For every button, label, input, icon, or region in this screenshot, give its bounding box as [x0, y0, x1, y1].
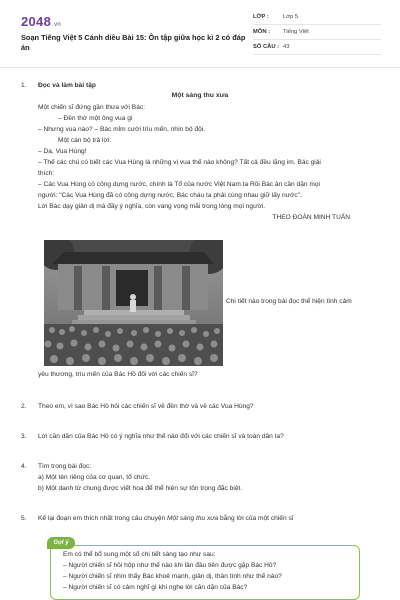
story-line: – Dạ, Vua Hùng!	[38, 148, 87, 155]
meta-key: LỚP :	[253, 14, 269, 20]
q4-part-a: a) Một tên riêng của cơ quan, tổ chức.	[38, 474, 151, 481]
q2-text: Theo em, vì sao Bác Hồ hỏi các chiến sĩ về đền thờ và về các Vua Hùng?	[38, 403, 254, 410]
q5-story-name: Một sáng thu xưa	[167, 515, 219, 522]
q3-number: 3.	[21, 433, 27, 440]
logo-suffix: .vn	[52, 22, 62, 28]
story-line: Một cán bộ trả lời:	[58, 137, 112, 144]
story-line: – Thế các chú có biết các Vua Hùng là những vị vua thế nào không? Tất cả đều lặng im. Bác giải	[38, 159, 321, 166]
q3-text: Lời căn dặn của Bác Hồ có ý nghĩa như thế nào đối với các chiến sĩ và toàn dân ta?	[38, 433, 284, 440]
story-author: THEO ĐOÀN MINH TUẤN	[272, 214, 350, 221]
meta-row-class	[253, 10, 381, 25]
historical-photo	[44, 240, 223, 366]
logo-text: 2048	[21, 14, 52, 29]
hint-line: – Người chiến sĩ hồi hộp như thế nào khi lần đầu tiên được gặp Bác Hồ?	[63, 562, 277, 569]
q1-text: Đọc và làm bài tập	[38, 82, 96, 89]
hint-line: – Người chiến sĩ nhìn thấy Bác khoẻ mạnh, giản dị, thân tình như thế nào?	[63, 573, 282, 580]
story-title: Một sáng thu xưa	[171, 92, 229, 99]
q1-question-part-b: yêu thương, trìu mến của Bác Hồ đối với các chiến sĩ?	[38, 371, 198, 378]
q4-text: Tìm trong bài đọc:	[38, 463, 92, 470]
meta-row-subject	[253, 25, 381, 40]
story-line: – Các Vua Hùng có công dựng nước, chính là Tổ của nước Việt Nam ta Rồi Bác ân cần dặn mọi	[38, 181, 321, 188]
meta-key: SỐ CÂU :	[253, 44, 280, 50]
story-line: thích:	[38, 170, 55, 177]
story-line: Một chiến sĩ đứng gần thưa với Bác:	[38, 104, 145, 111]
q4-number: 4.	[21, 463, 27, 470]
site-logo[interactable]	[21, 14, 61, 29]
q5-number: 5.	[21, 515, 27, 522]
q4-part-b: b) Một danh từ chung được viết hoa để thể hiện sự tôn trọng đặc biệt.	[38, 485, 243, 492]
q5-text-b: bằng lời của một chiến sĩ	[218, 515, 294, 522]
story-line: Lời Bác dạy giản dị mà đầy ý nghĩa, còn vang vọng mãi trong lòng mọi người.	[38, 203, 266, 210]
hint-line: – Người chiến sĩ có cảm nghĩ gì khi nghe lời căn dặn của Bác?	[63, 584, 248, 591]
meta-row-count	[253, 40, 381, 55]
meta-value: Tiếng Việt	[283, 29, 309, 35]
story-line: – Nhưng vua nào? – Bác mỉm cười trìu mến, nhìn bộ đội.	[38, 126, 206, 133]
page-header	[0, 0, 400, 68]
meta-key: MÔN :	[253, 29, 271, 35]
meta-table	[253, 10, 381, 55]
q5-text	[38, 514, 294, 524]
q5-text-a: Kể lại đoạn em thích nhất trong câu chuyện	[38, 515, 168, 522]
hint-line: Em có thể bổ sung một số chi tiết sáng tạo như sau:	[63, 551, 216, 558]
page-title: Soạn Tiếng Việt 5 Cánh diều Bài 15: Ôn tập giữa học kì 2 có đáp án	[21, 33, 246, 52]
hint-box	[50, 545, 360, 600]
story-line: người: "Các Vua Hùng đã có công dựng nước, Bác cháu ta phải cùng nhau giữ lấy nước".	[38, 192, 302, 199]
q1-question-part-a: Chi tiết nào trong bài đọc thể hiện tình cảm	[226, 298, 352, 305]
photo-illustration	[44, 240, 223, 366]
meta-value: Lớp 5	[283, 14, 299, 20]
q1-number: 1.	[21, 82, 27, 89]
hint-badge: Gợi ý	[47, 537, 75, 549]
q2-number: 2.	[21, 403, 27, 410]
meta-value: 43	[283, 44, 290, 50]
story-line: – Đền thờ một ông vua gì	[58, 115, 133, 122]
